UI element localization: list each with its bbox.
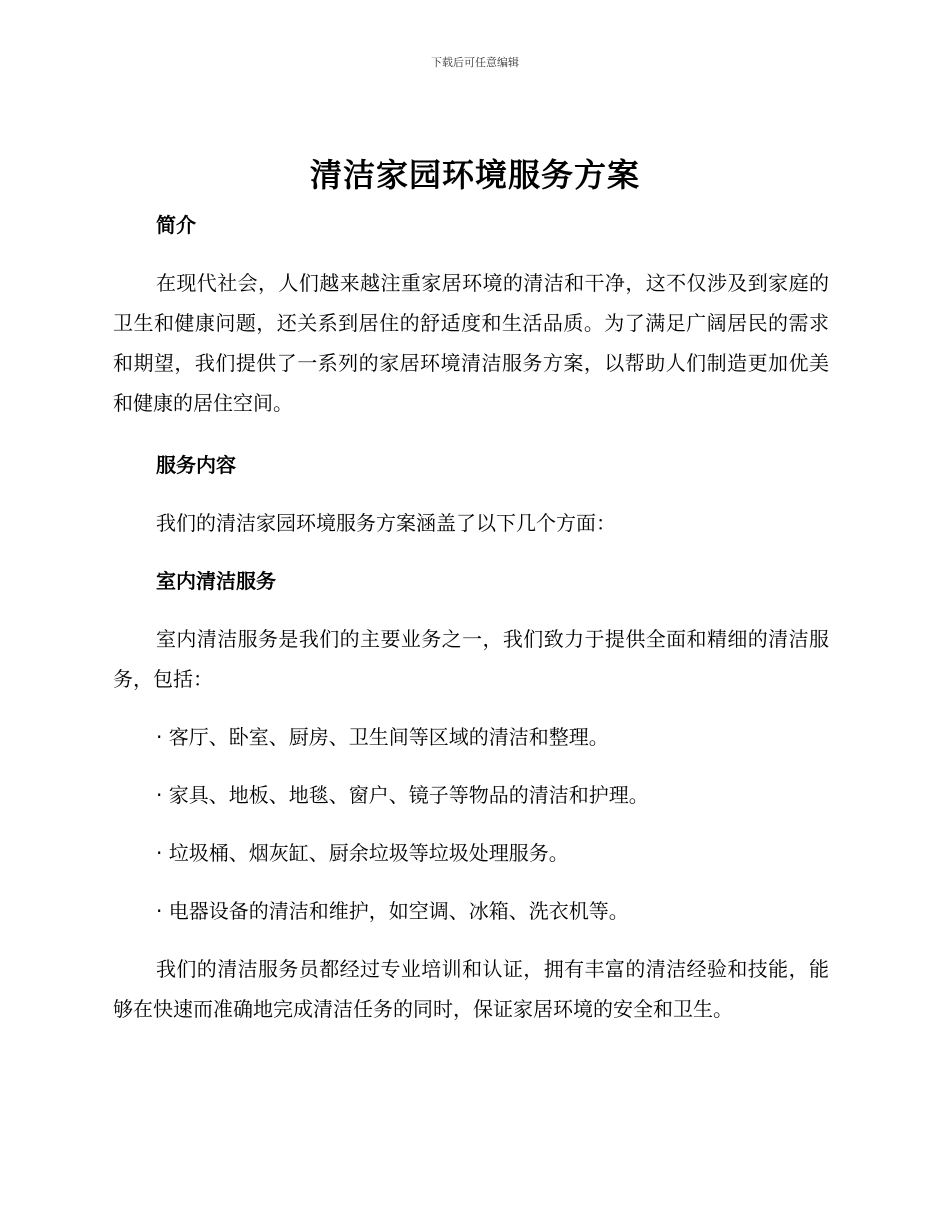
section-heading-intro: 简介 [156,213,196,237]
section-heading-indoor: 室内清洁服务 [156,569,276,593]
services-paragraph: 我们的清洁家园环境服务方案涵盖了以下几个方面： [156,511,616,535]
section-heading-services: 服务内容 [156,453,236,477]
intro-paragraph: 在现代社会，人们越来越注重家居环境的清洁和干净，这不仅涉及到家庭的卫生和健康问题，还关系到居住的舒适度和生活品质。为了满足广阔居民的需求和期望，我们提供了一系列的家居环境清洁服务方案，以帮助人们制造更加优美和健康的居住空间。 [113,271,829,415]
document-title: 清洁家园环境服务方案 [309,156,640,194]
document-body [113,205,829,1029]
list-item: · 家具、地板、地毯、窗户、镜子等物品的清洁和护理。 [156,783,649,807]
list-item: · 垃圾桶、烟灰缸、厨余垃圾等垃圾处理服务。 [156,841,569,865]
list-item: · 电器设备的清洁和维护，如空调、冰箱、洗衣机等。 [156,899,629,923]
list-item: · 客厅、卧室、厨房、卫生间等区域的清洁和整理。 [156,725,609,749]
closing-paragraph: 我们的清洁服务员都经过专业培训和认证，拥有丰富的清洁经验和技能，能够在快速而准确地完成清洁任务的同时，保证家居环境的安全和卫生。 [113,957,829,1021]
indoor-paragraph: 室内清洁服务是我们的主要业务之一，我们致力于提供全面和精细的清洁服务，包括： [113,627,829,691]
page-header-note: 下载后可任意编辑 [431,56,519,69]
